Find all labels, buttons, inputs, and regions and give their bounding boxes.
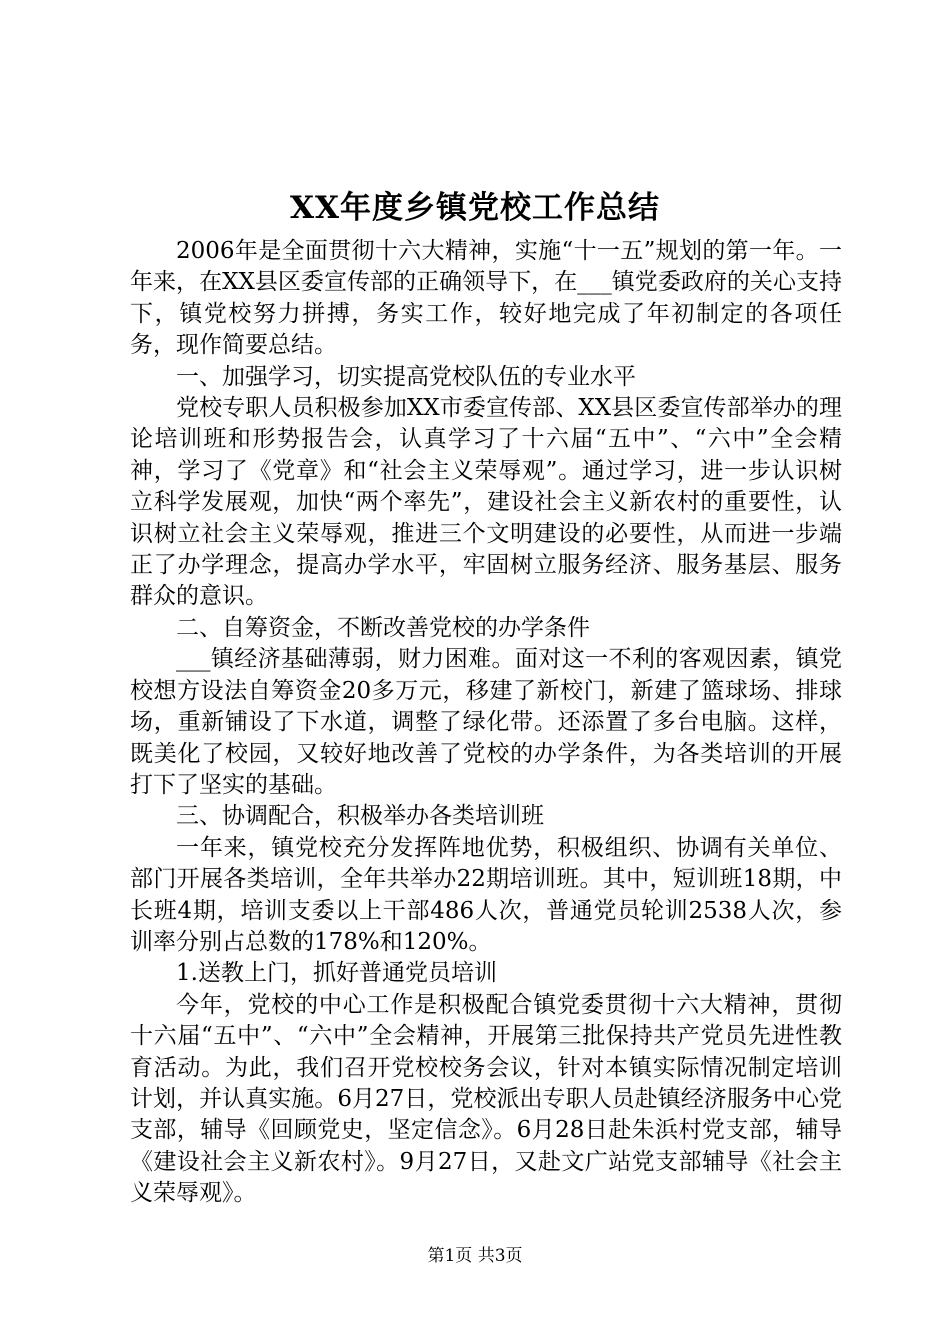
intro-paragraph: 2006年是全面贯彻十六大精神，实施“十一五”规划的第一年。一年来，在XX县区委宣传部的正确领导下，在___镇党委政府的关心支持下，镇党校努力拼搏，务实工作，较好地完成了年初制定的各项任务，现作简要总结。	[130, 238, 842, 359]
section-3-paragraph: 一年来，镇党校充分发挥阵地优势，积极组织、协调有关单位、部门开展各类培训，全年共举办22期培训班。其中，短训班18期，中长班4期，培训支委以上干部486人次，普通党员轮训2538人次，参训率分别占总数的178%和120%。	[130, 834, 842, 955]
section-heading-1: 一、加强学习，切实提高党校队伍的专业水平	[176, 363, 636, 390]
section-heading-3: 三、协调配合，积极举办各类培训班	[176, 803, 544, 830]
subsection-1-paragraph: 今年，党校的中心工作是积极配合镇党委贯彻十六大精神，贯彻十六届“五中”、“六中”全会精神，开展第三批保持共产党员先进性教育活动。为此，我们召开党校校务会议，针对本镇实际情况制定培训计划，并认真实施。6月27日，党校派出专职人员赴镇经济服务中心党支部，辅导《回顾党史，坚定信念》。6月28日赴朱浜村党支部，辅导《建设社会主义新农村》。9月27日，又赴文广站党支部辅导《社会主义荣辱观》。	[130, 991, 842, 1207]
document-body	[130, 236, 842, 1210]
section-heading-2: 二、自筹资金，不断改善党校的办学条件	[176, 614, 590, 641]
section-1-paragraph: 党校专职人员积极参加XX市委宣传部、XX县区委宣传部举办的理论培训班和形势报告会，认真学习了十六届“五中”、“六中”全会精神，学习了《党章》和“社会主义荣辱观”。通过学习，进一步认识树立科学发展观，加快“两个率先”，建设社会主义新农村的重要性，认识树立社会主义荣辱观，推进三个文明建设的必要性，从而进一步端正了办学理念，提高办学水平，牢固树立服务经济、服务基层、服务群众的意识。	[130, 395, 842, 610]
section-2-paragraph: ___镇经济基础薄弱，财力困难。面对这一不利的客观因素，镇党校想方设法自筹资金20多万元，移建了新校门，新建了篮球场、排球场，重新铺设了下水道，调整了绿化带。还添置了多台电脑。这样，既美化了校园，又较好地改善了党校的办学条件，为各类培训的开展打下了坚实的基础。	[130, 646, 842, 798]
page-footer: 第1页 共3页	[427, 1246, 523, 1266]
subsection-heading-1: 1.送教上门，抓好普通党员培训	[176, 960, 497, 987]
document-title: XX年度乡镇党校工作总结	[289, 190, 661, 226]
